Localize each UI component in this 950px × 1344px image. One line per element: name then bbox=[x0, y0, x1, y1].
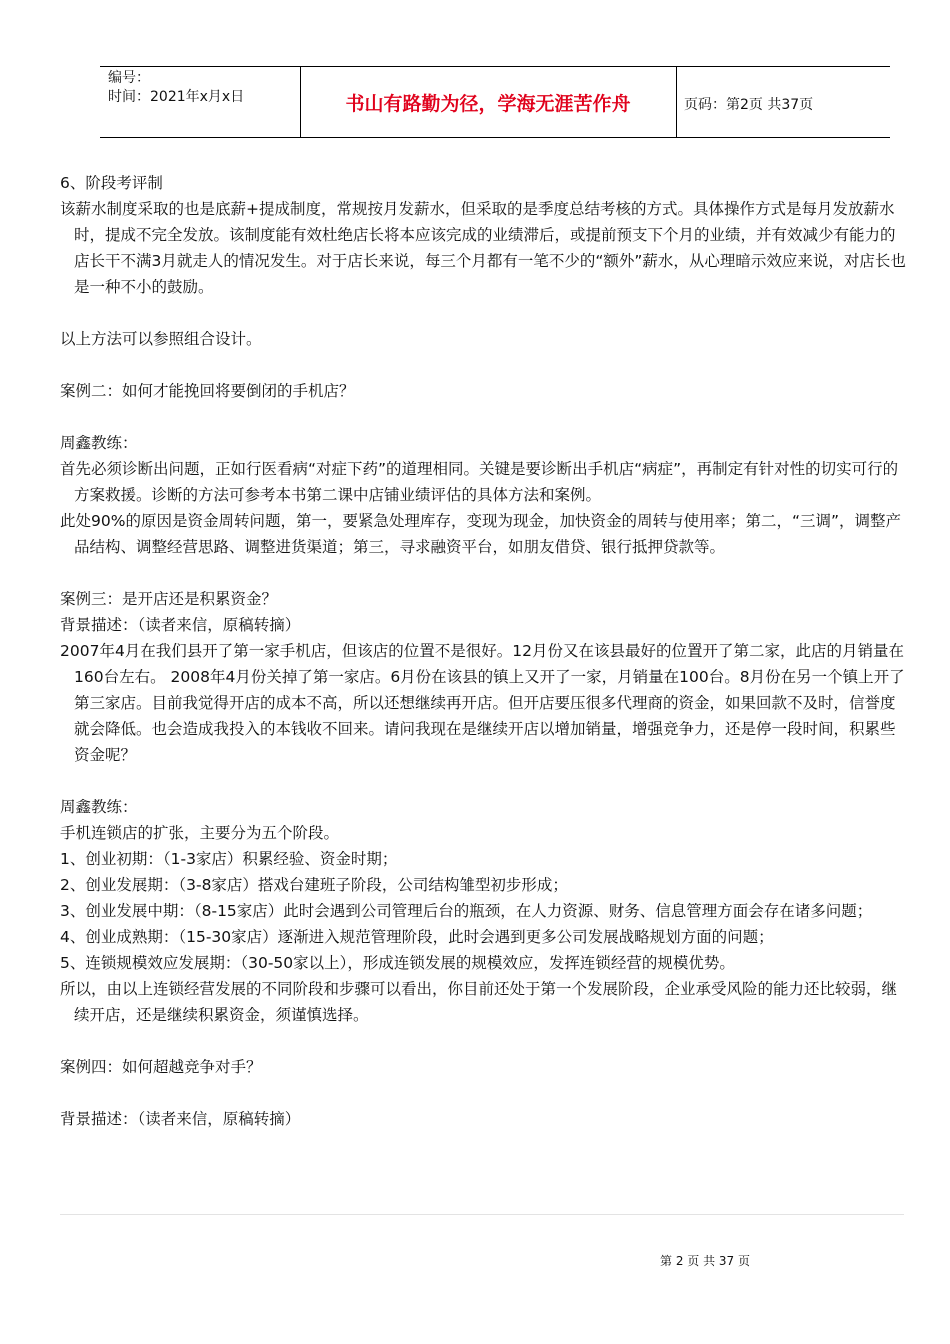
list-item: 4、创业成熟期：（15-30家店）逐渐进入规范管理阶段，此时会遇到更多公司发展战略规划方面的问题； bbox=[60, 928, 774, 946]
header-motto: 书山有路勤为径，学海无涯苦作舟 bbox=[345, 93, 631, 115]
background-label: 背景描述：（读者来信，原稿转摘） bbox=[60, 1110, 301, 1128]
header-meta bbox=[108, 69, 244, 107]
page-footer: 第 2 页 共 37 页 bbox=[660, 1254, 750, 1268]
paragraph: 手机连锁店的扩张，主要分为五个阶段。 bbox=[60, 824, 340, 842]
list-item: 2、创业发展期：（3-8家店）搭戏台建班子阶段，公司结构雏型初步形成； bbox=[60, 876, 568, 894]
header-divider bbox=[676, 67, 677, 137]
case-heading: 案例二：如何才能挽回将要倒闭的手机店？ bbox=[60, 382, 355, 400]
footer-divider bbox=[60, 1214, 904, 1215]
header-number-label: 编号： bbox=[108, 70, 150, 86]
paragraph: 以上方法可以参照组合设计。 bbox=[60, 330, 262, 348]
list-item: 5、连锁规模效应发展期：（30-50家以上），形成连锁发展的规模效应，发挥连锁经营的规模优势。 bbox=[60, 954, 735, 972]
paragraph: 2007年4月在我们县开了第一家手机店，但该店的位置不是很好。12月份又在该县最好的位置开了第二家，此店的月销量在160台左右。 2008年4月份关掉了第一家店。6月份在该县的镇上又开了一家，月销量在100台。8月份在另一个镇上开了第三家店。目前我觉得开店的成本不高，所以还想继续再开店。但开店要压很多代理商的资金，如果回款不及时，信誉度就会降低。也会造成我投入的本钱收不回来。请问我现在是继续开店以增加销量，增强竞争力，还是停一段时间，积累些资金呢？ bbox=[60, 642, 905, 764]
case-heading: 案例三：是开店还是积累资金？ bbox=[60, 590, 278, 608]
paragraph: 首先必须诊断出问题，正如行医看病“对症下药”的道理相同。关键是要诊断出手机店“病症”，再制定有针对性的切实可行的方案救援。诊断的方法可参考本书第二课中店铺业绩评估的具体方法和案例。 bbox=[60, 460, 899, 504]
coach-label: 周鑫教练： bbox=[60, 798, 138, 816]
case-heading: 案例四：如何超越竞争对手？ bbox=[60, 1058, 262, 1076]
header-time-label: 时间：2021年x月x日 bbox=[108, 89, 245, 105]
section-heading: 6、阶段考评制 bbox=[60, 174, 163, 192]
document-body bbox=[60, 170, 910, 1132]
page-header bbox=[100, 66, 890, 138]
background-label: 背景描述：（读者来信，原稿转摘） bbox=[60, 616, 301, 634]
list-item: 3、创业发展中期：（8-15家店）此时会遇到公司管理后台的瓶颈，在人力资源、财务、信息管理方面会存在诸多问题； bbox=[60, 902, 873, 920]
list-item: 1、创业初期：（1-3家店）积累经验、资金时期； bbox=[60, 850, 398, 868]
header-page-label: 页码：第2页 共37页 bbox=[684, 97, 814, 113]
coach-label: 周鑫教练： bbox=[60, 434, 138, 452]
paragraph: 所以，由以上连锁经营发展的不同阶段和步骤可以看出，你目前还处于第一个发展阶段，企业承受风险的能力还比较弱，继续开店，还是继续积累资金，须谨慎选择。 bbox=[60, 980, 898, 1024]
header-divider bbox=[300, 67, 301, 137]
paragraph: 此处90%的原因是资金周转问题，第一，要紧急处理库存，变现为现金，加快资金的周转与使用率；第二，“三调”，调整产品结构、调整经营思路、调整进货渠道；第三，寻求融资平台，如朋友借贷、银行抵押贷款等。 bbox=[60, 512, 902, 556]
paragraph: 该薪水制度采取的也是底薪+提成制度，常规按月发薪水，但采取的是季度总结考核的方式。具体操作方式是每月发放薪水时，提成不完全发放。该制度能有效杜绝店长将本应该完成的业绩滞后，或提前预支下个月的业绩，并有效减少有能力的店长干不满3月就走人的情况发生。对于店长来说，每三个月都有一笔不少的“额外”薪水，从心理暗示效应来说，对店长也是一种不小的鼓励。 bbox=[60, 200, 906, 296]
